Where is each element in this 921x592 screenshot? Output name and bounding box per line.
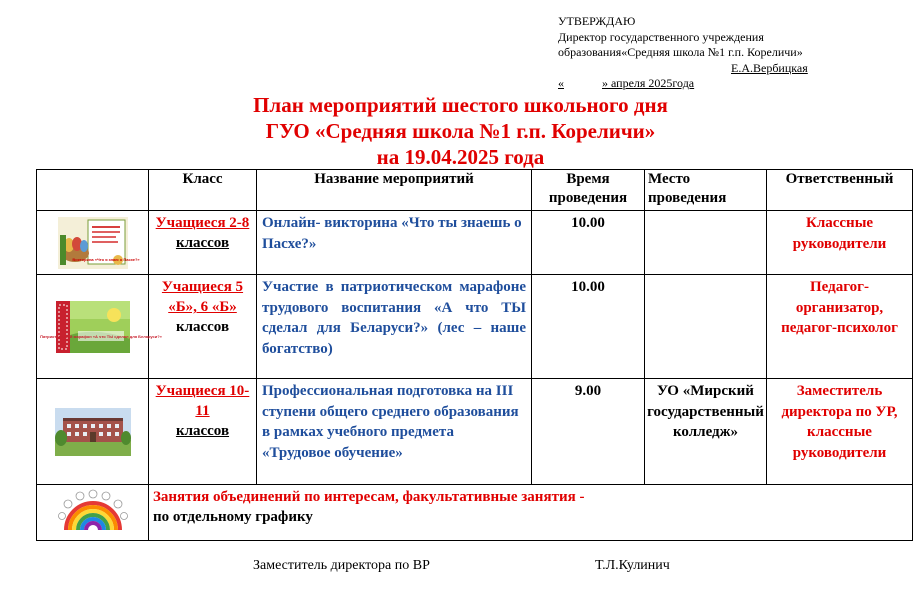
row1-class bbox=[149, 211, 257, 275]
approval-date: « » апреля 2025года bbox=[558, 76, 695, 90]
row1-time: 10.00 bbox=[532, 211, 645, 275]
row1-class-suffix: классов bbox=[175, 235, 230, 251]
row2-poster-text: Патриотический марафон «А что ТЫ сделал для Беларуси?» bbox=[39, 333, 162, 339]
college-building-image bbox=[55, 408, 131, 456]
row3-class-suffix: классов bbox=[175, 423, 230, 439]
easter-quiz-image bbox=[58, 217, 140, 269]
rainbow-hobbies-icon bbox=[58, 490, 128, 536]
row1-image-cell bbox=[37, 211, 149, 275]
note-red: Занятия объединений по интересам, факультативные занятия - bbox=[153, 489, 585, 505]
row3-event: Профессиональная подготовка на III ступени общего среднего образования в рамках учебного предмета «Трудовое обучение» bbox=[257, 379, 532, 485]
page-title-line1: План мероприятий шестого школьного дня bbox=[253, 93, 668, 117]
row3-class-red: Учащиеся 10-11 bbox=[155, 383, 250, 419]
row2-class bbox=[149, 275, 257, 379]
approval-heading: УТВЕРЖДАЮ bbox=[558, 14, 636, 28]
table-row bbox=[37, 379, 913, 485]
header-place: Место проведения bbox=[645, 170, 767, 211]
approval-line2: образования«Средняя школа №1 г.п. Кореличи» bbox=[558, 45, 803, 59]
header-time: Время проведения bbox=[532, 170, 645, 211]
table-row bbox=[37, 275, 913, 379]
header-image-cell bbox=[37, 170, 149, 211]
table-row bbox=[37, 211, 913, 275]
events-table bbox=[36, 169, 913, 541]
note-black: по отдельному графику bbox=[153, 509, 313, 525]
page-title-line2: ГУО «Средняя школа №1 г.п. Кореличи» bbox=[265, 119, 656, 143]
header-responsible: Ответственный bbox=[767, 170, 913, 211]
row3-class bbox=[149, 379, 257, 485]
table-row bbox=[37, 485, 913, 541]
row2-responsible: Педагог-организатор, педагог-психолог bbox=[767, 275, 913, 379]
row1-poster-text: Викторина «Что я знаю о Пасхе?» bbox=[71, 256, 140, 262]
footer-name: Т.Л.Кулинич bbox=[595, 558, 670, 573]
table-header-row bbox=[37, 170, 913, 211]
row2-event: Участие в патриотическом марафоне трудового воспитания «А что ТЫ сделал для Беларуси?» (лес – наше богатство) bbox=[257, 275, 532, 379]
row2-image-cell bbox=[37, 275, 162, 379]
approval-signer: Е.А.Вербицкая bbox=[731, 60, 808, 75]
row3-time: 9.00 bbox=[532, 379, 645, 485]
row4-note bbox=[149, 485, 913, 541]
row3-place: УО «Мирский государственный колледж» bbox=[645, 379, 767, 485]
row2-place bbox=[645, 275, 767, 379]
page-title-line3: на 19.04.2025 года bbox=[376, 145, 545, 169]
approval-line1: Директор государственного учреждения bbox=[558, 29, 764, 44]
row1-class-red: Учащиеся 2-8 bbox=[155, 215, 250, 231]
patriotic-marathon-image bbox=[39, 301, 162, 353]
row1-place bbox=[645, 211, 767, 275]
row3-image-cell bbox=[37, 379, 149, 485]
row1-event: Онлайн- викторина «Что ты знаешь о Пасхе?» bbox=[257, 211, 532, 275]
row2-class-suffix: классов bbox=[175, 319, 230, 335]
row3-responsible: Заместитель директора по УР, классные руководители bbox=[767, 379, 913, 485]
row1-responsible: Классные руководители bbox=[767, 211, 913, 275]
approval-block bbox=[558, 14, 858, 92]
header-event: Название мероприятий bbox=[257, 170, 532, 211]
row2-class-red: Учащиеся 5 «Б», 6 «Б» bbox=[161, 279, 244, 315]
header-class: Класс bbox=[149, 170, 257, 211]
row4-image-cell bbox=[37, 485, 149, 541]
footer-position: Заместитель директора по ВР bbox=[253, 558, 430, 573]
row2-time: 10.00 bbox=[532, 275, 645, 379]
